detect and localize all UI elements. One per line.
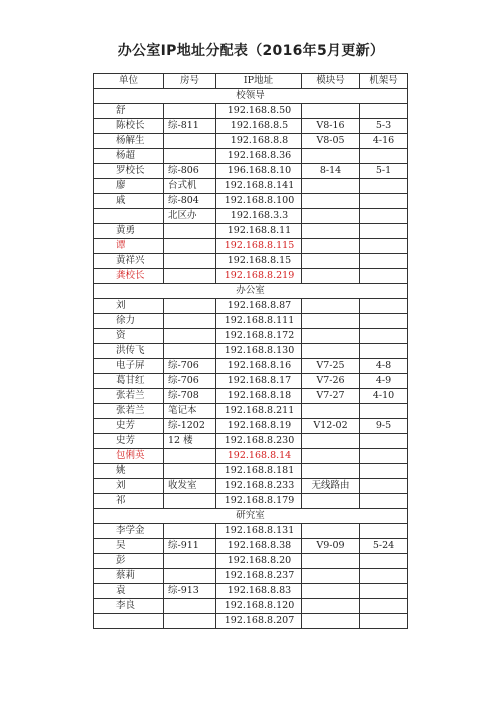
table-row: [94, 149, 408, 164]
cell-rack: [360, 449, 408, 464]
table-row: [94, 524, 408, 539]
cell-rack: 9-5: [360, 419, 408, 434]
cell-ip: 192.168.8.120: [216, 599, 302, 614]
cell-module: V8-05: [302, 134, 360, 149]
cell-module: [302, 269, 360, 284]
table-row: [94, 329, 408, 344]
cell-room: 综-706: [164, 359, 216, 374]
cell-room: [164, 449, 216, 464]
cell-module: [302, 104, 360, 119]
cell-ip: 192.168.8.5: [216, 119, 302, 134]
cell-name: [94, 614, 164, 629]
cell-name: 蔡莉: [94, 569, 164, 584]
cell-rack: [360, 104, 408, 119]
table-row: [94, 479, 408, 494]
cell-name: 戚: [94, 194, 164, 209]
cell-module: V8-16: [302, 119, 360, 134]
cell-module: V9-09: [302, 539, 360, 554]
cell-name: 舒: [94, 104, 164, 119]
cell-room: [164, 329, 216, 344]
cell-module: [302, 194, 360, 209]
cell-ip: 192.168.8.20: [216, 554, 302, 569]
cell-rack: 5-24: [360, 539, 408, 554]
table-row: [94, 209, 408, 224]
cell-module: [302, 569, 360, 584]
cell-rack: 4-10: [360, 389, 408, 404]
cell-ip: 192.168.8.233: [216, 479, 302, 494]
cell-room: [164, 254, 216, 269]
cell-room: 综-811: [164, 119, 216, 134]
table-row: [94, 104, 408, 119]
header-row: [94, 74, 408, 89]
cell-name: 杨超: [94, 149, 164, 164]
cell-ip: 192.168.8.230: [216, 434, 302, 449]
cell-rack: 5-1: [360, 164, 408, 179]
section-title: 研究室: [94, 509, 408, 524]
cell-module: [302, 254, 360, 269]
cell-ip: 192.168.8.16: [216, 359, 302, 374]
cell-room: [164, 149, 216, 164]
cell-ip: 192.168.8.8: [216, 134, 302, 149]
cell-module: [302, 449, 360, 464]
section-title: 校领导: [94, 89, 408, 104]
cell-rack: [360, 584, 408, 599]
cell-module: [302, 524, 360, 539]
cell-module: V7-26: [302, 374, 360, 389]
ip-allocation-table: [93, 73, 408, 629]
cell-rack: [360, 299, 408, 314]
table-row: [94, 194, 408, 209]
cell-ip: 192.168.8.14: [216, 449, 302, 464]
cell-module: [302, 314, 360, 329]
cell-rack: 4-16: [360, 134, 408, 149]
cell-name: 张若兰: [94, 404, 164, 419]
table-row: [94, 584, 408, 599]
cell-rack: [360, 614, 408, 629]
cell-ip: 192.168.8.18: [216, 389, 302, 404]
cell-rack: [360, 599, 408, 614]
cell-module: [302, 344, 360, 359]
cell-rack: [360, 554, 408, 569]
cell-ip: 192.168.8.100: [216, 194, 302, 209]
cell-ip: 192.168.8.130: [216, 344, 302, 359]
table-row: [94, 164, 408, 179]
cell-room: 笔记本: [164, 404, 216, 419]
table-row: [94, 314, 408, 329]
cell-room: 综-706: [164, 374, 216, 389]
cell-name: [94, 209, 164, 224]
cell-name: 罗校长: [94, 164, 164, 179]
cell-module: [302, 554, 360, 569]
table-row: [94, 374, 408, 389]
cell-rack: [360, 434, 408, 449]
cell-ip: 192.168.8.15: [216, 254, 302, 269]
cell-room: [164, 224, 216, 239]
cell-name: 袁: [94, 584, 164, 599]
cell-ip: 192.168.8.111: [216, 314, 302, 329]
table-row: [94, 539, 408, 554]
cell-rack: 5-3: [360, 119, 408, 134]
cell-name: 龚校长: [94, 269, 164, 284]
cell-room: [164, 614, 216, 629]
cell-room: 综-913: [164, 584, 216, 599]
cell-ip: 192.168.8.11: [216, 224, 302, 239]
cell-room: 收发室: [164, 479, 216, 494]
cell-name: 彭: [94, 554, 164, 569]
cell-rack: [360, 269, 408, 284]
cell-name: 史芳: [94, 419, 164, 434]
cell-name: 李良: [94, 599, 164, 614]
cell-ip: 192.168.8.172: [216, 329, 302, 344]
cell-room: 北区办: [164, 209, 216, 224]
cell-module: [302, 209, 360, 224]
cell-module: 无线路由: [302, 479, 360, 494]
cell-module: [302, 179, 360, 194]
cell-ip: 192.168.3.3: [216, 209, 302, 224]
cell-ip: 192.168.8.211: [216, 404, 302, 419]
table-row: [94, 224, 408, 239]
table-row: [94, 179, 408, 194]
table-row: [94, 389, 408, 404]
table-row: [94, 359, 408, 374]
cell-room: 12 楼: [164, 434, 216, 449]
table-row: [94, 449, 408, 464]
cell-module: 8-14: [302, 164, 360, 179]
cell-rack: [360, 524, 408, 539]
cell-room: [164, 134, 216, 149]
table-row: [94, 344, 408, 359]
header-rack: 机架号: [360, 74, 408, 89]
cell-module: [302, 299, 360, 314]
cell-ip: 192.168.8.179: [216, 494, 302, 509]
table-body: [94, 74, 408, 629]
cell-name: 谭: [94, 239, 164, 254]
cell-ip: 192.168.8.131: [216, 524, 302, 539]
cell-name: 吴: [94, 539, 164, 554]
cell-room: [164, 494, 216, 509]
table-row: [94, 239, 408, 254]
table-row: [94, 554, 408, 569]
cell-rack: [360, 224, 408, 239]
cell-room: [164, 104, 216, 119]
cell-name: 刘: [94, 299, 164, 314]
cell-ip: 192.168.8.237: [216, 569, 302, 584]
section-header-row: [94, 89, 408, 104]
cell-room: [164, 314, 216, 329]
cell-ip: 192.168.8.83: [216, 584, 302, 599]
section-header-row: [94, 284, 408, 299]
cell-name: 徐力: [94, 314, 164, 329]
cell-rack: [360, 329, 408, 344]
cell-ip: 192.168.8.207: [216, 614, 302, 629]
cell-module: [302, 614, 360, 629]
cell-ip: 192.168.8.219: [216, 269, 302, 284]
cell-name: 李学金: [94, 524, 164, 539]
section-header-row: [94, 509, 408, 524]
cell-room: [164, 239, 216, 254]
cell-module: [302, 464, 360, 479]
cell-module: [302, 404, 360, 419]
cell-room: [164, 524, 216, 539]
cell-room: [164, 554, 216, 569]
cell-room: [164, 569, 216, 584]
cell-name: 黄祥兴: [94, 254, 164, 269]
header-unit: 单位: [94, 74, 164, 89]
cell-rack: [360, 194, 408, 209]
cell-name: 史芳: [94, 434, 164, 449]
header-ip: IP地址: [216, 74, 302, 89]
cell-rack: [360, 344, 408, 359]
cell-module: V12-02: [302, 419, 360, 434]
cell-module: [302, 149, 360, 164]
table-row: [94, 569, 408, 584]
cell-room: 综-708: [164, 389, 216, 404]
cell-ip: 192.168.8.87: [216, 299, 302, 314]
section-title: 办公室: [94, 284, 408, 299]
table-row: [94, 134, 408, 149]
table-row: [94, 434, 408, 449]
cell-name: 资: [94, 329, 164, 344]
table-row: [94, 119, 408, 134]
cell-room: [164, 269, 216, 284]
header-module: 模块号: [302, 74, 360, 89]
cell-module: [302, 434, 360, 449]
table-row: [94, 269, 408, 284]
cell-ip: 192.168.8.36: [216, 149, 302, 164]
cell-ip: 192.168.8.181: [216, 464, 302, 479]
cell-rack: [360, 569, 408, 584]
header-room: 房号: [164, 74, 216, 89]
cell-name: 洪传飞: [94, 344, 164, 359]
cell-ip: 192.168.8.115: [216, 239, 302, 254]
cell-module: [302, 494, 360, 509]
cell-rack: [360, 494, 408, 509]
cell-module: [302, 584, 360, 599]
cell-room: 综-1202: [164, 419, 216, 434]
cell-ip: 192.168.8.17: [216, 374, 302, 389]
cell-name: 黄勇: [94, 224, 164, 239]
cell-rack: [360, 149, 408, 164]
cell-ip: 192.168.8.19: [216, 419, 302, 434]
cell-rack: 4-8: [360, 359, 408, 374]
cell-rack: 4-9: [360, 374, 408, 389]
cell-ip: 196.168.8.10: [216, 164, 302, 179]
cell-name: 刘: [94, 479, 164, 494]
table-row: [94, 404, 408, 419]
cell-room: 台式机: [164, 179, 216, 194]
table-row: [94, 599, 408, 614]
cell-room: [164, 464, 216, 479]
table-row: [94, 419, 408, 434]
cell-rack: [360, 209, 408, 224]
table-row: [94, 494, 408, 509]
cell-room: [164, 299, 216, 314]
cell-name: 廖: [94, 179, 164, 194]
cell-module: [302, 224, 360, 239]
table-row: [94, 299, 408, 314]
cell-module: [302, 599, 360, 614]
cell-rack: [360, 404, 408, 419]
cell-rack: [360, 179, 408, 194]
cell-room: 综-804: [164, 194, 216, 209]
cell-ip: 192.168.8.38: [216, 539, 302, 554]
cell-name: 祁: [94, 494, 164, 509]
cell-room: 综-911: [164, 539, 216, 554]
page-title: 办公室IP地址分配表（2016年5月更新）: [117, 43, 385, 59]
table-row: [94, 614, 408, 629]
table-row: [94, 464, 408, 479]
cell-name: 陈校长: [94, 119, 164, 134]
cell-module: [302, 239, 360, 254]
cell-rack: [360, 464, 408, 479]
cell-ip: 192.168.8.50: [216, 104, 302, 119]
cell-rack: [360, 239, 408, 254]
cell-name: 电子屏: [94, 359, 164, 374]
cell-name: 葛甘红: [94, 374, 164, 389]
cell-room: 综-806: [164, 164, 216, 179]
table-row: [94, 254, 408, 269]
cell-room: [164, 344, 216, 359]
cell-module: [302, 329, 360, 344]
cell-rack: [360, 314, 408, 329]
cell-name: 包俐英: [94, 449, 164, 464]
cell-module: V7-25: [302, 359, 360, 374]
cell-name: 姚: [94, 464, 164, 479]
cell-name: 杨解生: [94, 134, 164, 149]
cell-room: [164, 599, 216, 614]
cell-rack: [360, 479, 408, 494]
cell-rack: [360, 254, 408, 269]
cell-module: V7-27: [302, 389, 360, 404]
cell-name: 张若兰: [94, 389, 164, 404]
cell-ip: 192.168.8.141: [216, 179, 302, 194]
